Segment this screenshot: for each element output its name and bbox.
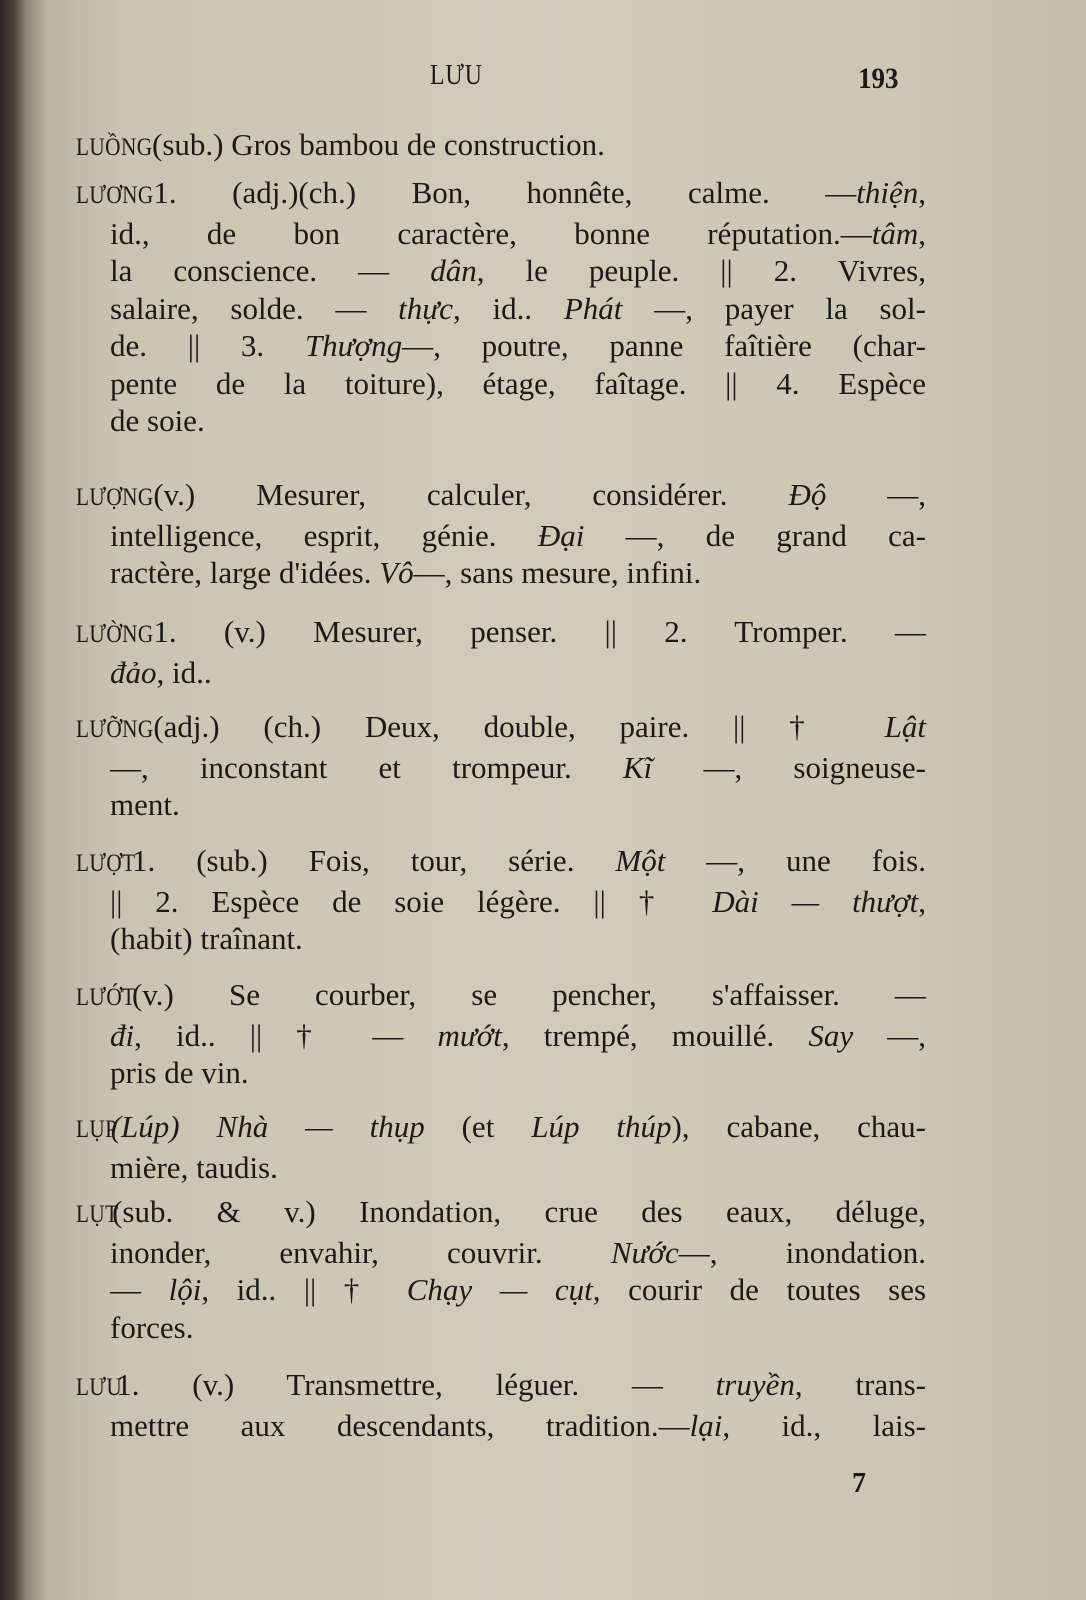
headword: LƯƠNG [76, 182, 154, 209]
definition-text: —, sans mesure, infini. [413, 555, 702, 590]
definition-text: de soie. [110, 403, 205, 438]
definition-text: (v.) Se courber, se pencher, s'affaisser. — [132, 977, 926, 1012]
definition-text: 1. (sub.) Fois, tour, série. [132, 843, 616, 878]
headword: LƯỠNG [76, 716, 154, 743]
vietnamese-term: Vô [379, 555, 414, 590]
entry-line [76, 976, 926, 1017]
headword: LỤP [76, 1116, 118, 1143]
definition-text: , trempé, mouillé. [501, 1017, 809, 1053]
entry-line [110, 1054, 926, 1092]
definition-text: 1. (v.) Transmettre, léguer. — [116, 1367, 716, 1402]
page-number: 193 [858, 62, 899, 95]
vietnamese-term: mướt [437, 1017, 502, 1053]
definition-text: intelligence, esprit, génie. [110, 517, 538, 553]
vietnamese-term: Phát [563, 290, 623, 326]
definition-text: , id.. [452, 290, 564, 326]
dictionary-entry [76, 126, 926, 167]
definition-text: ), cabane, chau- [671, 1109, 926, 1144]
definition-text: —, [853, 1017, 927, 1053]
entry-line [76, 476, 926, 517]
definition-text: —, soigneuse- [652, 749, 926, 785]
definition-text: mière, taudis. [110, 1149, 278, 1185]
entry-line [110, 883, 926, 921]
entry-line [76, 1366, 926, 1407]
entry-line [110, 1271, 926, 1309]
definition-text: id., de bon caractère, bonne réputation.— [110, 215, 872, 251]
dictionary-entry [76, 976, 926, 1092]
vietnamese-term: lại [689, 1407, 723, 1443]
entry-line [76, 1108, 926, 1149]
definition-text: , id.. [156, 654, 212, 690]
headword: LƯỜNG [76, 621, 154, 648]
entry-line [110, 654, 926, 692]
definition-text: —, poutre, panne faîtière (char- [402, 328, 926, 363]
headword: LƯỚT [76, 984, 136, 1011]
entry-line [110, 252, 926, 290]
dictionary-entry [76, 1108, 926, 1186]
entry-line [110, 365, 926, 403]
definition-text: de. || 3. [110, 328, 305, 363]
definition-text: (et [424, 1109, 532, 1144]
entry-line [110, 749, 926, 787]
headword: LỤT [76, 1201, 119, 1228]
definition-text: || 2. Espèce de soie légère. || † [110, 883, 713, 919]
entry-line [110, 1017, 926, 1055]
entry-line [110, 327, 926, 365]
vietnamese-term: tâm [871, 215, 919, 251]
definition-text: 1. (v.) Mesurer, penser. || 2. Tromper. — [153, 614, 926, 649]
headword: LƯỢT [76, 850, 136, 877]
vietnamese-term: Dài — thượt [712, 883, 919, 919]
definition-text: ractère, large d'idées. [110, 555, 380, 590]
definition-text: —, inondation. [678, 1234, 926, 1270]
entry-line [110, 554, 926, 592]
definition-text: —, inconstant et trompeur. [110, 749, 623, 785]
entry-line [110, 1407, 926, 1445]
vietnamese-term: Một [615, 843, 666, 878]
entry-line [76, 174, 926, 215]
definition-text: forces. [110, 1309, 194, 1345]
entry-line [110, 215, 926, 253]
entry-line [110, 517, 926, 555]
definition-text: (adj.) (ch.) Deux, double, paire. || † [153, 709, 885, 744]
dictionary-entry [76, 174, 926, 440]
dictionary-entry [76, 613, 926, 691]
entry-line [76, 126, 926, 167]
definition-text: pris de vin. [110, 1055, 249, 1090]
entry-line [110, 402, 926, 440]
definition-text: — [110, 1272, 169, 1307]
vietnamese-term: đảo [110, 654, 157, 690]
vietnamese-term: đi [110, 1017, 135, 1053]
definition-text: salaire, solde. — [110, 290, 399, 326]
headword: LƯỢNG [76, 484, 154, 511]
entry-line [76, 842, 926, 883]
definition-text: , trans- [794, 1367, 926, 1402]
definition-text: , [918, 883, 926, 919]
vietnamese-term: truyền [715, 1367, 795, 1402]
vietnamese-term: Say [808, 1017, 854, 1053]
definition-text: ment. [110, 787, 180, 822]
running-head: LƯU [430, 60, 483, 91]
definition-text: , [918, 175, 926, 210]
definition-text: (v.) Mesurer, calculer, considérer. [153, 477, 789, 512]
entry-line [110, 1234, 926, 1272]
vietnamese-term: thiện [856, 175, 919, 210]
vietnamese-term: Độ [788, 477, 827, 512]
entry-line [110, 1149, 926, 1187]
dictionary-entry [76, 1366, 926, 1444]
vietnamese-term: Đại [537, 517, 585, 553]
definition-text: —, une fois. [665, 843, 926, 878]
definition-text: (sub.) Gros bambou de construction. [152, 127, 605, 162]
vietnamese-term: Kĩ [622, 749, 653, 785]
entry-line [110, 290, 926, 328]
definition-text: , [918, 215, 926, 251]
definition-text: mettre aux descendants, tradition.— [110, 1407, 690, 1443]
dictionary-entry [76, 842, 926, 958]
vietnamese-term: thực [398, 290, 453, 326]
definition-text: pente de la toiture), étage, faîtage. || 4. Espèce [110, 365, 926, 401]
definition-text: , id.. || † — [134, 1017, 438, 1053]
definition-text: 1. (adj.)(ch.) Bon, honnête, calme. — [153, 175, 857, 210]
definition-text: , le peuple. || 2. Vivres, [476, 253, 926, 288]
vietnamese-term: Nước [610, 1234, 679, 1270]
definition-text: , id.. || † [201, 1272, 407, 1307]
vietnamese-term: lội [168, 1272, 202, 1307]
entry-line [76, 708, 926, 749]
dictionary-entry [76, 476, 926, 592]
entry-line [110, 920, 926, 958]
headword: LƯU [76, 1374, 123, 1401]
definition-text: —, [826, 477, 927, 512]
definition-text: inonder, envahir, couvrir. [110, 1234, 611, 1270]
entry-line [76, 1193, 926, 1234]
definition-text: , courir de toutes ses [592, 1272, 927, 1307]
headword: LUỒNG [76, 134, 153, 161]
vietnamese-term: (Lúp) Nhà — thụp [110, 1109, 425, 1144]
dictionary-entry [76, 708, 926, 824]
definition-text: , id., lais- [722, 1407, 926, 1443]
definition-text: (sub. & v.) Inondation, crue des eaux, déluge, [112, 1194, 926, 1229]
vietnamese-term: Chạy — cụt [406, 1272, 593, 1307]
entry-line [110, 786, 926, 824]
signature-mark: 7 [852, 1468, 866, 1499]
entry-line [76, 613, 926, 654]
dictionary-entry [76, 1193, 926, 1346]
entry-line [110, 1309, 926, 1347]
vietnamese-term: Thượng [304, 328, 403, 363]
definition-text: —, de grand ca- [584, 517, 927, 553]
definition-text: la conscience. — [110, 253, 431, 288]
definition-text: —, payer la sol- [622, 290, 926, 326]
vietnamese-term: Lật [884, 709, 926, 744]
vietnamese-term: dân [430, 253, 477, 288]
definition-text: (habit) traînant. [110, 921, 303, 956]
vietnamese-term: Lúp thúp [531, 1109, 672, 1144]
